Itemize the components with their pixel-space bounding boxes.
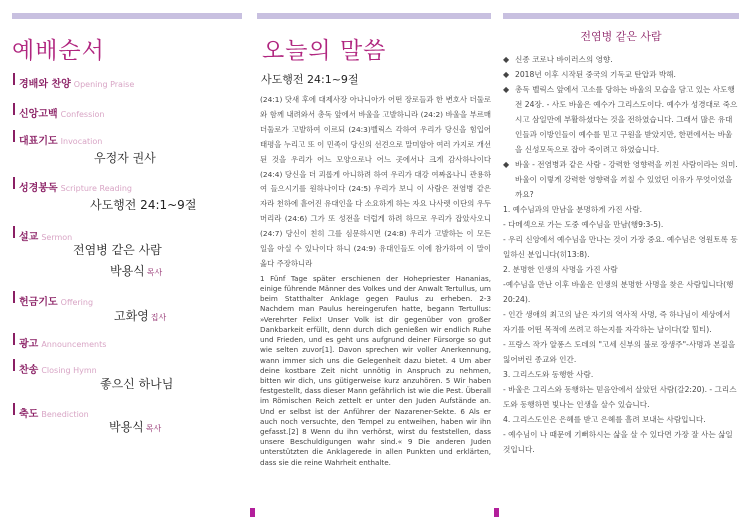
point-line: -예수님을 만난 이후 바울은 인생의 분명한 사명을 찾은 사람입니다(행20:24). [503, 280, 734, 304]
section-english: Confession [60, 110, 105, 119]
section-marker [13, 103, 15, 115]
section-invocation [19, 129, 102, 148]
section-label: 성경봉독 [19, 183, 58, 194]
section-label: 설교 [19, 232, 39, 243]
section-offering [19, 290, 93, 309]
offering-leader [114, 307, 166, 324]
section-scripture [19, 176, 132, 195]
todays-word-column [257, 24, 491, 468]
closing-hymn-title: 좋으신 하나님 [100, 377, 174, 391]
bullet-text: 2018년 이후 시작된 중국의 기독교 탄압과 박해. [515, 70, 676, 79]
point-line: 2. 분명한 인생의 사명을 가진 사람 [503, 265, 618, 274]
diamond-bullet-icon: ◆ [503, 160, 510, 169]
section-marker [13, 403, 15, 415]
section-marker [13, 177, 15, 189]
sermon-notes-body [503, 52, 739, 457]
point-line: - 우리 신앙에서 예수님을 만나는 것이 가장 중요. 예수님은 영원토록 동일하신 분입니다(히13:8). [503, 235, 738, 259]
worship-order-title: 예배순서 [12, 38, 105, 64]
point-line: - 인간 생애의 최고의 날은 자기의 역사적 사명, 즉 하나님이 세상에서 자기를 어떤 목적에 쓰려고 하는지를 자각하는 날이다(칼 힐티). [503, 310, 731, 334]
point-line: 1. 예수님과의 만남을 분명하게 가진 사람. [503, 205, 643, 214]
section-english: Sermon [41, 233, 73, 242]
scripture-reference: 사도행전 24:1~9절 [90, 198, 197, 212]
intro-bullet [503, 67, 739, 82]
german-scripture-text: 1 Fünf Tage später erschienen der Hohepriester Hananias, einige führende Männer des Volkes und der Anwalt Tertullus, um beim Statthalter Anklage gegen Paulus zu erheben. 2-3 Nachdem man Paulus hereingerufen hatte, begann Tertullus: »Verehrter Felix! Unser Volk ist dir gegenüber von großer Dankbarkeit erfüllt, denn durch dich genießen wir endlich Ruhe und Frieden, und es geht uns aufgrund deiner Fürsorge so gut wie selten zuvor[1]. Davon sprechen wir voller Anerkennung, wann immer sich uns die Gelegenheit dazu bietet. 4 Um aber deine kostbare Zeit nicht unnötig in Anspruch zu nehmen, bitten wir dich, uns gütigerweise kurz anzuhören. 5 Wir haben festgestellt, dass dieser Mann gefährlich ist wie die Pest. Überall im Römischen Reich zettelt er unter den Juden Aufstände an. Und er selbst ist der Anführer der Nazarener-Sekte. 6 Als er auch noch versuchte, den Tempel zu entweihen, haben wir ihn gefasst.[2] 8 Wenn du ihn verhörst, wirst du feststellen, dass unsere Beschuldigungen wahr sind.« 9 Die anderen Juden unterstützten die Anklagerede in allen Punkten und erklärten, dass sie die reine Wahrheit enthalte. [260, 273, 491, 467]
section-confession [19, 102, 104, 121]
section-marker [13, 73, 15, 85]
offering-leader-title: 집사 [150, 313, 167, 322]
top-bar-right [503, 13, 739, 19]
point-line: - 예수님이 나 때문에 기뻐하시는 삶을 살 수 있다면 가장 잘 사는 삶일 것입니다. [503, 430, 733, 454]
section-closing-hymn [19, 358, 97, 377]
benediction-leader-name: 박용식 [109, 420, 144, 434]
bullet-text: 총독 벨릭스 앞에서 고소를 당하는 바울의 모습을 담고 있는 사도행전 24장. - 사도 바울은 예수가 그리스도이다. 예수가 성경대로 죽으시고 삼일만에 부활하셨다는 것을 전하였습니다. 그래서 많은 유대인들과 이방인들이 예수를 믿고 구원을 받았지만, 한편에서는 바울을 신성모독으로 잡아 죽이려고 하였습니다. [515, 85, 738, 154]
top-bar-left [12, 13, 242, 19]
invocation-leader: 우정자 권사 [94, 151, 156, 165]
bottom-mark-1 [250, 508, 255, 517]
section-marker [13, 130, 15, 142]
section-label: 경배와 찬양 [19, 79, 71, 90]
point-line: - 다메섹으로 가는 도중 예수님을 만남(행9:3-5). [503, 220, 664, 229]
section-label: 찬송 [19, 365, 39, 376]
section-english: Invocation [60, 137, 103, 146]
intro-bullet [503, 82, 739, 157]
todays-word-title: 오늘의 말씀 [262, 38, 387, 64]
section-label: 광고 [19, 339, 39, 350]
section-marker [13, 333, 15, 345]
section-marker [13, 359, 15, 371]
section-english: Opening Praise [73, 80, 135, 89]
section-marker [13, 226, 15, 238]
top-bar-middle [257, 13, 491, 19]
diamond-bullet-icon: ◆ [503, 70, 510, 79]
section-english: Announcements [41, 340, 107, 349]
section-label: 대표기도 [19, 136, 58, 147]
bullet-text: 바울 - 전염병과 같은 사람 - 강력한 영향력을 끼친 사람이라는 의미. 바울이 이렇게 강력한 영향력을 끼칠 수 있었던 이유가 무엇이었을까요? [515, 160, 738, 199]
diamond-bullet-icon: ◆ [503, 85, 510, 94]
intro-bullet [503, 157, 739, 202]
preacher-title: 목사 [146, 268, 163, 277]
scripture-passage-reference: 사도행전 24:1~9절 [261, 73, 359, 86]
sermon-notes-column [503, 24, 739, 457]
preacher-name: 박용식 [110, 264, 145, 278]
point-line: 4. 그리스도인은 은혜를 받고 은혜를 흘려 보내는 사람입니다. [503, 415, 706, 424]
sermon-title: 전염병 같은 사람 [73, 243, 162, 257]
section-sermon [19, 225, 72, 244]
point-line: - 프랑스 작가 알퐁스 도데의 "고세 신부의 불로 장생주"-사명과 본질을 잃어버린 종교와 인간. [503, 340, 736, 364]
sermon-notes-title: 전염병 같은 사람 [580, 30, 662, 43]
section-marker [13, 291, 15, 303]
sermon-preacher [110, 262, 162, 279]
intro-bullet [503, 52, 739, 67]
korean-scripture-text: (24:1) 닷새 후에 대제사장 아나니아가 어떤 장로들과 한 변호사 더둘로와 함께 내려와서 총독 앞에서 바울을 고발하니라 (24:2) 바울을 부르매 더둘로가 고발하여 이르되 (24:3)벨릭스 각하여 우리가 당신을 힘입어 태평을 누리고 또 이 민족이 당신의 선견으로 말미암아 여러 가지로 개선된 것을 우리가 어느 모양으로나 어느 곳에서나 크게 감사하나이다 (24:4) 당신을 더 괴롭게 아니하려 하여 우리가 대강 여짜옵나니 관용하여 들으시기를 원하나이다 (24:5) 우리가 보니 이 사람은 전염병 같은 자라 천하에 흩어진 유대인을 다 소요하게 하는 자요 나사렛 이단의 우두머리라 (24:6) 그가 또 성전을 더럽게 하려 하므로 우리가 잡았사오니 (24:7) 당신이 친히 그를 심문하시면 (24:8) 우리가 고발하는 이 모든 일을 아실 수 있나이다 하니 (24:9) 유대인들도 이에 참가하여 이 말이 옳다 주장하니라 [260, 95, 491, 268]
section-label: 신앙고백 [19, 109, 58, 120]
section-benediction [19, 402, 89, 421]
bullet-text: 신종 코로나 바이러스의 영향. [515, 55, 613, 64]
benediction-leader-title: 목사 [145, 424, 162, 433]
point-line: - 바울은 그리스와 동행하는 믿음안에서 살았던 사람(갈2:20). - 그리스도와 동행하면 빛나는 인생을 살수 있습니다. [503, 385, 737, 409]
point-line: 3. 그리스도와 동행한 사람. [503, 370, 594, 379]
section-opening-praise [19, 72, 134, 91]
section-english: Offering [60, 298, 94, 307]
section-label: 축도 [19, 409, 39, 420]
section-english: Closing Hymn [41, 366, 97, 375]
bottom-mark-2 [494, 508, 499, 517]
offering-leader-name: 고화영 [114, 309, 149, 323]
section-english: Scripture Reading [60, 184, 132, 193]
section-label: 헌금기도 [19, 297, 58, 308]
section-english: Benediction [41, 410, 89, 419]
diamond-bullet-icon: ◆ [503, 55, 510, 64]
benediction-leader [109, 418, 161, 435]
section-announcements [19, 332, 106, 351]
